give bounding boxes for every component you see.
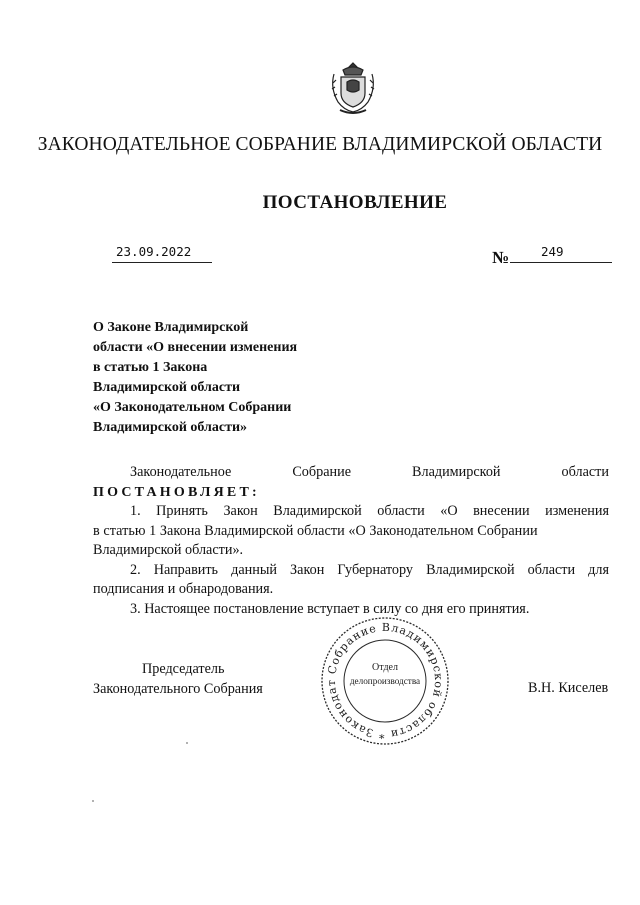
item-2-line: подписания и обнародования. bbox=[93, 581, 274, 597]
item-1-line: Владимирской области». bbox=[93, 542, 244, 558]
document-type: ПОСТАНОВЛЕНИЕ bbox=[262, 192, 448, 213]
item-3-line: 3. Настоящее постановление вступает в силу со дня его принятия. bbox=[130, 600, 530, 617]
position-line: Законодательного Собрания bbox=[93, 680, 263, 697]
subject-line: «О Законодательном Собрании bbox=[93, 400, 292, 415]
svg-text:Собрание Владимирской области: Собрание Владимирской области * Законодат bbox=[324, 620, 446, 742]
organization-title: ЗАКОНОДАТЕЛЬНОЕ СОБРАНИЕ ВЛАДИМИРСКОЙ ОБЛАСТИ bbox=[37, 134, 603, 155]
subject-line: области «О внесении изменения bbox=[93, 340, 298, 355]
document-number: 249 bbox=[541, 244, 564, 259]
item-2-line: 2. Направить данный Закон Губернатору Владимирской области для bbox=[130, 561, 609, 578]
stamp-center-text: делопроизводства bbox=[349, 676, 421, 686]
intro-word: Собрание bbox=[292, 464, 351, 480]
document-body bbox=[93, 463, 609, 619]
item-1-line: в статью 1 Закона Владимирской области «О Законодательном Собрании bbox=[93, 522, 538, 539]
intro-word: Владимирской bbox=[412, 464, 501, 480]
stamp-center-text: Отдел bbox=[372, 662, 398, 673]
signer-name: В.Н. Киселев bbox=[528, 680, 609, 696]
subject-line: О Законе Владимирской bbox=[93, 320, 249, 335]
subject-line: Владимирской области» bbox=[93, 420, 248, 435]
position-line: Председатель bbox=[142, 661, 225, 677]
item-1-line: 1. Принять Закон Владимирской области «О внесении изменения bbox=[130, 503, 609, 519]
scan-speck bbox=[92, 800, 94, 802]
document-date: 23.09.2022 bbox=[116, 244, 192, 259]
document-subject bbox=[93, 318, 353, 438]
intro-line bbox=[93, 463, 609, 483]
chairman-position bbox=[93, 660, 293, 699]
number-sign: № bbox=[492, 248, 510, 267]
scan-speck bbox=[186, 742, 188, 744]
intro-word: Законодательное bbox=[130, 464, 232, 480]
coat-of-arms-icon bbox=[328, 60, 378, 116]
subject-line: Владимирской области bbox=[93, 380, 241, 395]
official-stamp bbox=[317, 616, 453, 746]
resolves-heading: ПОСТАНОВЛЯЕТ: bbox=[93, 484, 260, 500]
intro-word: области bbox=[561, 464, 609, 480]
subject-line: в статью 1 Закона bbox=[93, 360, 208, 375]
